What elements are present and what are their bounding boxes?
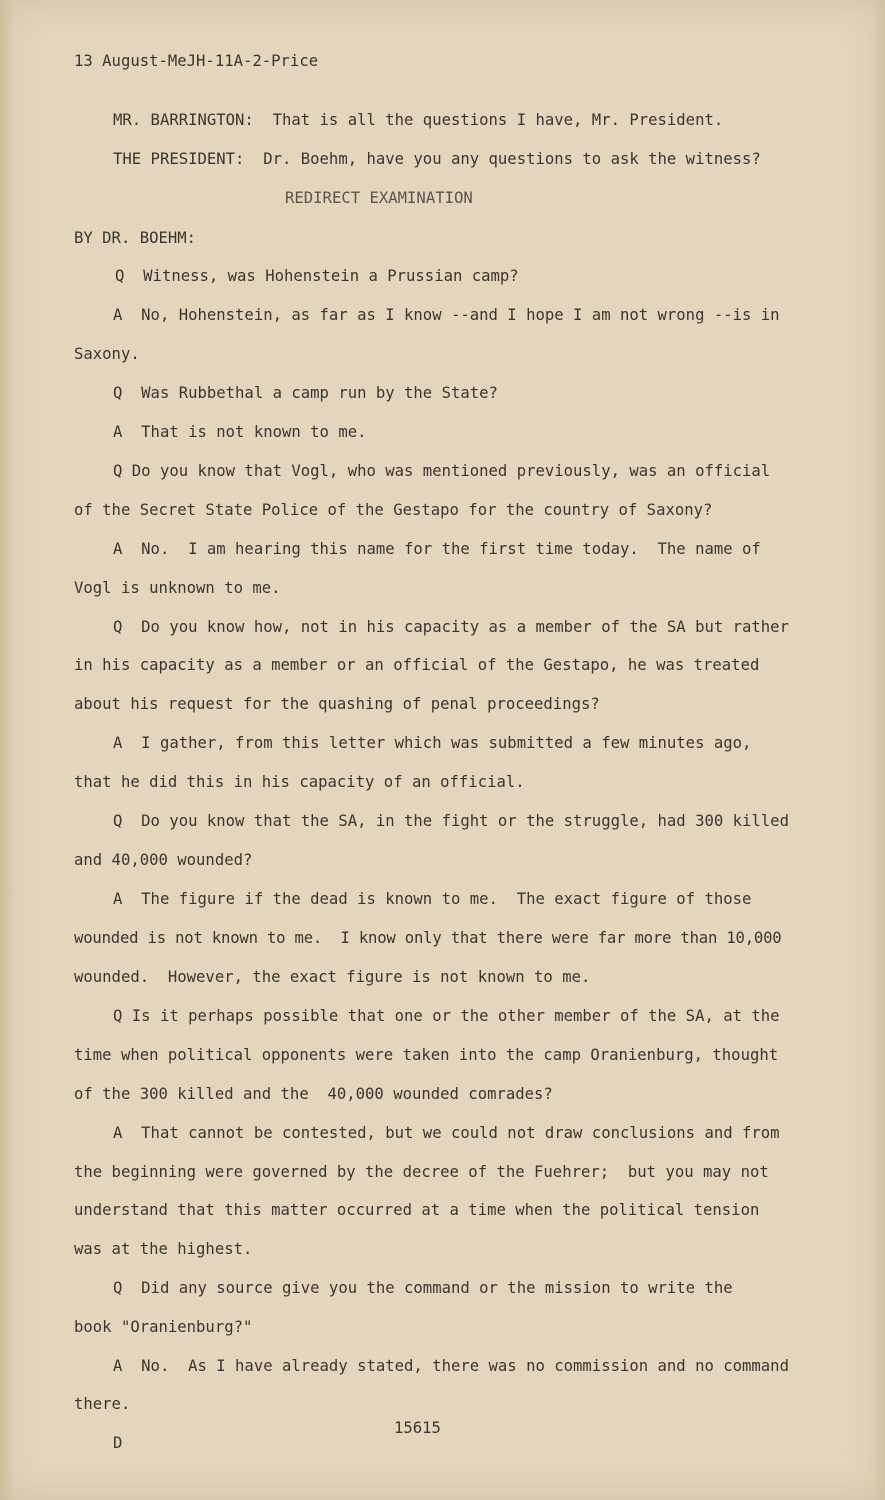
transcript-line: of the 300 killed and the 40,000 wounded comrades? [74,1085,553,1103]
section-heading: REDIRECT EXAMINATION [285,189,473,207]
page-number: 15615 [394,1419,441,1437]
transcript-line: in his capacity as a member or an official of the Gestapo, he was treated [74,656,760,674]
transcript-line: wounded is not known to me. I know only that there were far more than 10,000 [74,929,782,947]
transcript-line: Q Is it perhaps possible that one or the other member of the SA, at the [113,1007,780,1025]
transcript-line: there. [74,1395,131,1413]
transcript-line: and 40,000 wounded? [74,851,253,869]
transcript-line: Q Do you know that the SA, in the fight or the struggle, had 300 killed [113,812,789,830]
transcript-line: book "Oranienburg?" [74,1318,253,1336]
continuation-mark: D [113,1434,123,1452]
transcript-line: A That cannot be contested, but we could not draw conclusions and from [113,1124,780,1142]
transcript-line: A That is not known to me. [113,423,367,441]
transcript-line: that he did this in his capacity of an official. [74,773,525,791]
transcript-line: the beginning were governed by the decree of the Fuehrer; but you may not [74,1163,769,1181]
transcript-line: A The figure if the dead is known to me. The exact figure of those [113,890,752,908]
header-slug: 13 August-MeJH-11A-2-Price [74,52,319,70]
transcript-line: A No. As I have already stated, there was no commission and no command [113,1357,789,1375]
transcript-line: was at the highest. [74,1240,253,1258]
transcript-line: THE PRESIDENT: Dr. Boehm, have you any questions to ask the witness? [113,150,761,168]
transcript-line: MR. BARRINGTON: That is all the questions I have, Mr. President. [113,111,724,129]
transcript-line: Saxony. [74,345,140,363]
transcript-line: Q Witness, was Hohenstein a Prussian camp? [115,267,519,285]
transcript-line: A No. I am hearing this name for the first time today. The name of [113,540,761,558]
examiner-label: BY DR. BOEHM: [74,229,197,247]
transcript-line: Q Was Rubbethal a camp run by the State? [113,384,498,402]
transcript-line: time when political opponents were taken into the camp Oranienburg, thought [74,1046,779,1064]
transcript-line: of the Secret State Police of the Gestapo for the country of Saxony? [74,501,713,519]
transcript-line: A I gather, from this letter which was submitted a few minutes ago, [113,734,752,752]
transcript-line: wounded. However, the exact figure is not known to me. [74,968,591,986]
transcript-line: Vogl is unknown to me. [74,579,281,597]
transcript-line: A No, Hohenstein, as far as I know --and I hope I am not wrong --is in [113,306,780,324]
transcript-line: understand that this matter occurred at a time when the political tension [74,1201,760,1219]
transcript-line: Q Do you know that Vogl, who was mentioned previously, was an official [113,462,771,480]
transcript-line: Q Do you know how, not in his capacity as a member of the SA but rather [113,618,789,636]
transcript-line: about his request for the quashing of penal proceedings? [74,695,600,713]
transcript-line: Q Did any source give you the command or the mission to write the [113,1279,733,1297]
